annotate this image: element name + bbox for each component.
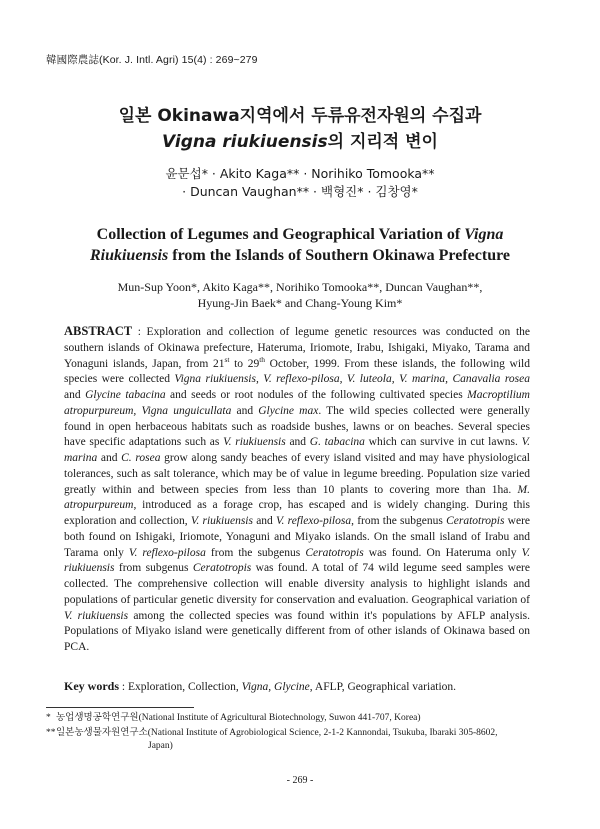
page-number: - 269 -: [286, 775, 314, 786]
footnote-1-marker: *: [46, 713, 51, 723]
english-authors-line-2: Hyung-Jin Baek* and Chang-Young Kim*: [197, 296, 403, 310]
text-run: and: [231, 404, 259, 417]
footnote-1: [46, 712, 546, 725]
text-run: . The wild species collected were generally found in open herbaceous habitats such as roadside bushes, lawns or on beaches. Several species have specific adaptations such as: [64, 404, 531, 449]
english-title-rest: from the Islands of Southern Okinawa Prefecture: [168, 247, 511, 264]
text-run: were both found on Ishigaki, Iriomote, Yonaguni and Miyako islands. On the small island of Irabu and Tarama only: [64, 515, 530, 559]
english-title-line-1: [30, 226, 570, 244]
italic-term: V. reflexo-pilosa: [128, 546, 206, 559]
italic-term: V. marina: [64, 436, 530, 464]
superscript-text: st: [224, 354, 230, 364]
english-title-line-2: [30, 247, 570, 265]
text-run: from the subgenus: [205, 546, 306, 559]
italic-term: Ceratotropis: [305, 546, 364, 559]
korean-title-rest: 의 지리적 변이: [327, 132, 438, 152]
text-run: was found. On Hateruma only: [363, 546, 522, 559]
korean-title-species: Vigna riukiuensis: [162, 132, 328, 152]
korean-authors-line-1: 윤문섭* · Akito Kaga** · Norihiko Tomooka**: [165, 166, 435, 181]
keywords-label: Key words: [64, 679, 119, 693]
english-title-text: Collection of Legumes and Geographical Variation of: [96, 226, 465, 243]
text-run: , from the subgenus: [351, 515, 447, 527]
italic-term: M. atropurpureum: [64, 483, 530, 512]
journal-citation: 韓國際農誌(Kor. J. Intl. Agri) 15(4) : 269~279: [46, 54, 258, 66]
text-run: : Exploration and collection of legume genetic resources was conducted on the southern islands of Okinawa prefecture, Hateruma, Iriomote, Irabu, Ishigaki, Miyako, Tarama and Yonaguni islands, Japan, from 21: [64, 326, 530, 370]
text-run: : Exploration, Collection,: [119, 681, 242, 693]
english-title-species: Riukiuensis: [89, 247, 169, 264]
english-authors-line-1: Mun-Sup Yoon*, Akito Kaga**, Norihiko Tomooka**, Duncan Vaughan**,: [117, 280, 483, 294]
italic-term: V. riukiuensis: [64, 546, 530, 575]
footnote-divider: [46, 707, 194, 708]
italic-term: V. riukiuensis: [223, 436, 286, 449]
italic-term: V. riukiuensis: [190, 515, 253, 527]
italic-term: V. riukiuensis: [64, 609, 129, 622]
korean-title-line-2: [40, 127, 560, 152]
italic-term: V. reflexo-pilosa: [276, 515, 352, 527]
italic-term: Glycine tabacina: [85, 389, 166, 401]
footnote-2-marker: **: [46, 728, 56, 738]
footnote-2: [46, 727, 546, 753]
text-run: and: [64, 389, 86, 401]
footnote-2-text: 일본농생물자원연구소(National Institute of Agrobiological Science, 2-1-2 Kannondai, Tsukuba, Ibaraki 305-8602,: [56, 728, 498, 738]
footnote-1-text: 농업생명공학연구원(National Institute of Agricultural Biotechnology, Suwon 441-707, Korea): [56, 713, 421, 723]
text-run: among the collected species was found within it's populations by AFLP analysis. Populations of Miyako island were genetically different from of other islands of Okinawa based on PCA.: [64, 609, 530, 653]
footnote-2-continuation: Japan): [148, 741, 173, 751]
text-run: to 29: [229, 357, 260, 370]
english-title-genus: Vigna: [464, 226, 504, 243]
italic-term: C. rosea: [121, 452, 161, 464]
keywords: [64, 679, 534, 694]
korean-authors-line-2: · Duncan Vaughan** · 백형진* · 김창영*: [182, 184, 418, 199]
text-run: which can survive in cut lawns.: [364, 436, 522, 449]
keywords-body: [119, 681, 456, 693]
text-run: , introduced as a forage crop, has escaped and is widely changing. During this exploration and collection,: [64, 499, 530, 527]
italic-term: Ceratotropis: [446, 515, 505, 527]
abstract: [64, 324, 530, 656]
italic-term: G. tabacina: [309, 436, 365, 449]
abstract-label: ABSTRACT: [64, 324, 133, 338]
superscript-text: th: [259, 354, 266, 364]
text-run: and: [97, 452, 122, 464]
text-run: was found. A total of 74 wild legume seed samples were collected. The comprehensive collection will enable diversity analysis to highlight islands and populations of particular genetic diversity for conservation and evaluation. Geographical variation of: [64, 562, 530, 606]
italic-term: Ceratotropis: [192, 562, 252, 575]
italic-term: Vigna riukiuensis, V. reflexo-pilosa, V. luteola, V. marina, Canavalia rosea: [174, 373, 530, 386]
italic-term: Macroptilium atropurpureum, Vigna unguicullata: [64, 389, 530, 417]
text-run: grow along sandy beaches of every island visited and may have physiological tolerances, such as salt tolerance, which may be of value in legume breeding. Population size varied greatly within and between species from less than 10 plants to covering more than 1ha.: [64, 452, 530, 496]
text-run: , AFLP, Geographical variation.: [309, 681, 457, 693]
text-run: and: [285, 436, 310, 449]
abstract-body: [64, 326, 530, 653]
korean-title-line-1: 일본 Okinawa지역에서 두류유전자원의 수집과: [118, 106, 482, 126]
text-run: from subgenus: [114, 562, 193, 575]
italic-term: Vigna, Glycine: [241, 681, 310, 693]
text-run: October, 1999. From these islands, the following wild species were collected: [64, 357, 531, 386]
text-run: and seeds or root nodules of the following cultivated species: [165, 389, 468, 401]
text-run: and: [252, 515, 277, 527]
italic-term: Glycine max: [258, 404, 319, 417]
